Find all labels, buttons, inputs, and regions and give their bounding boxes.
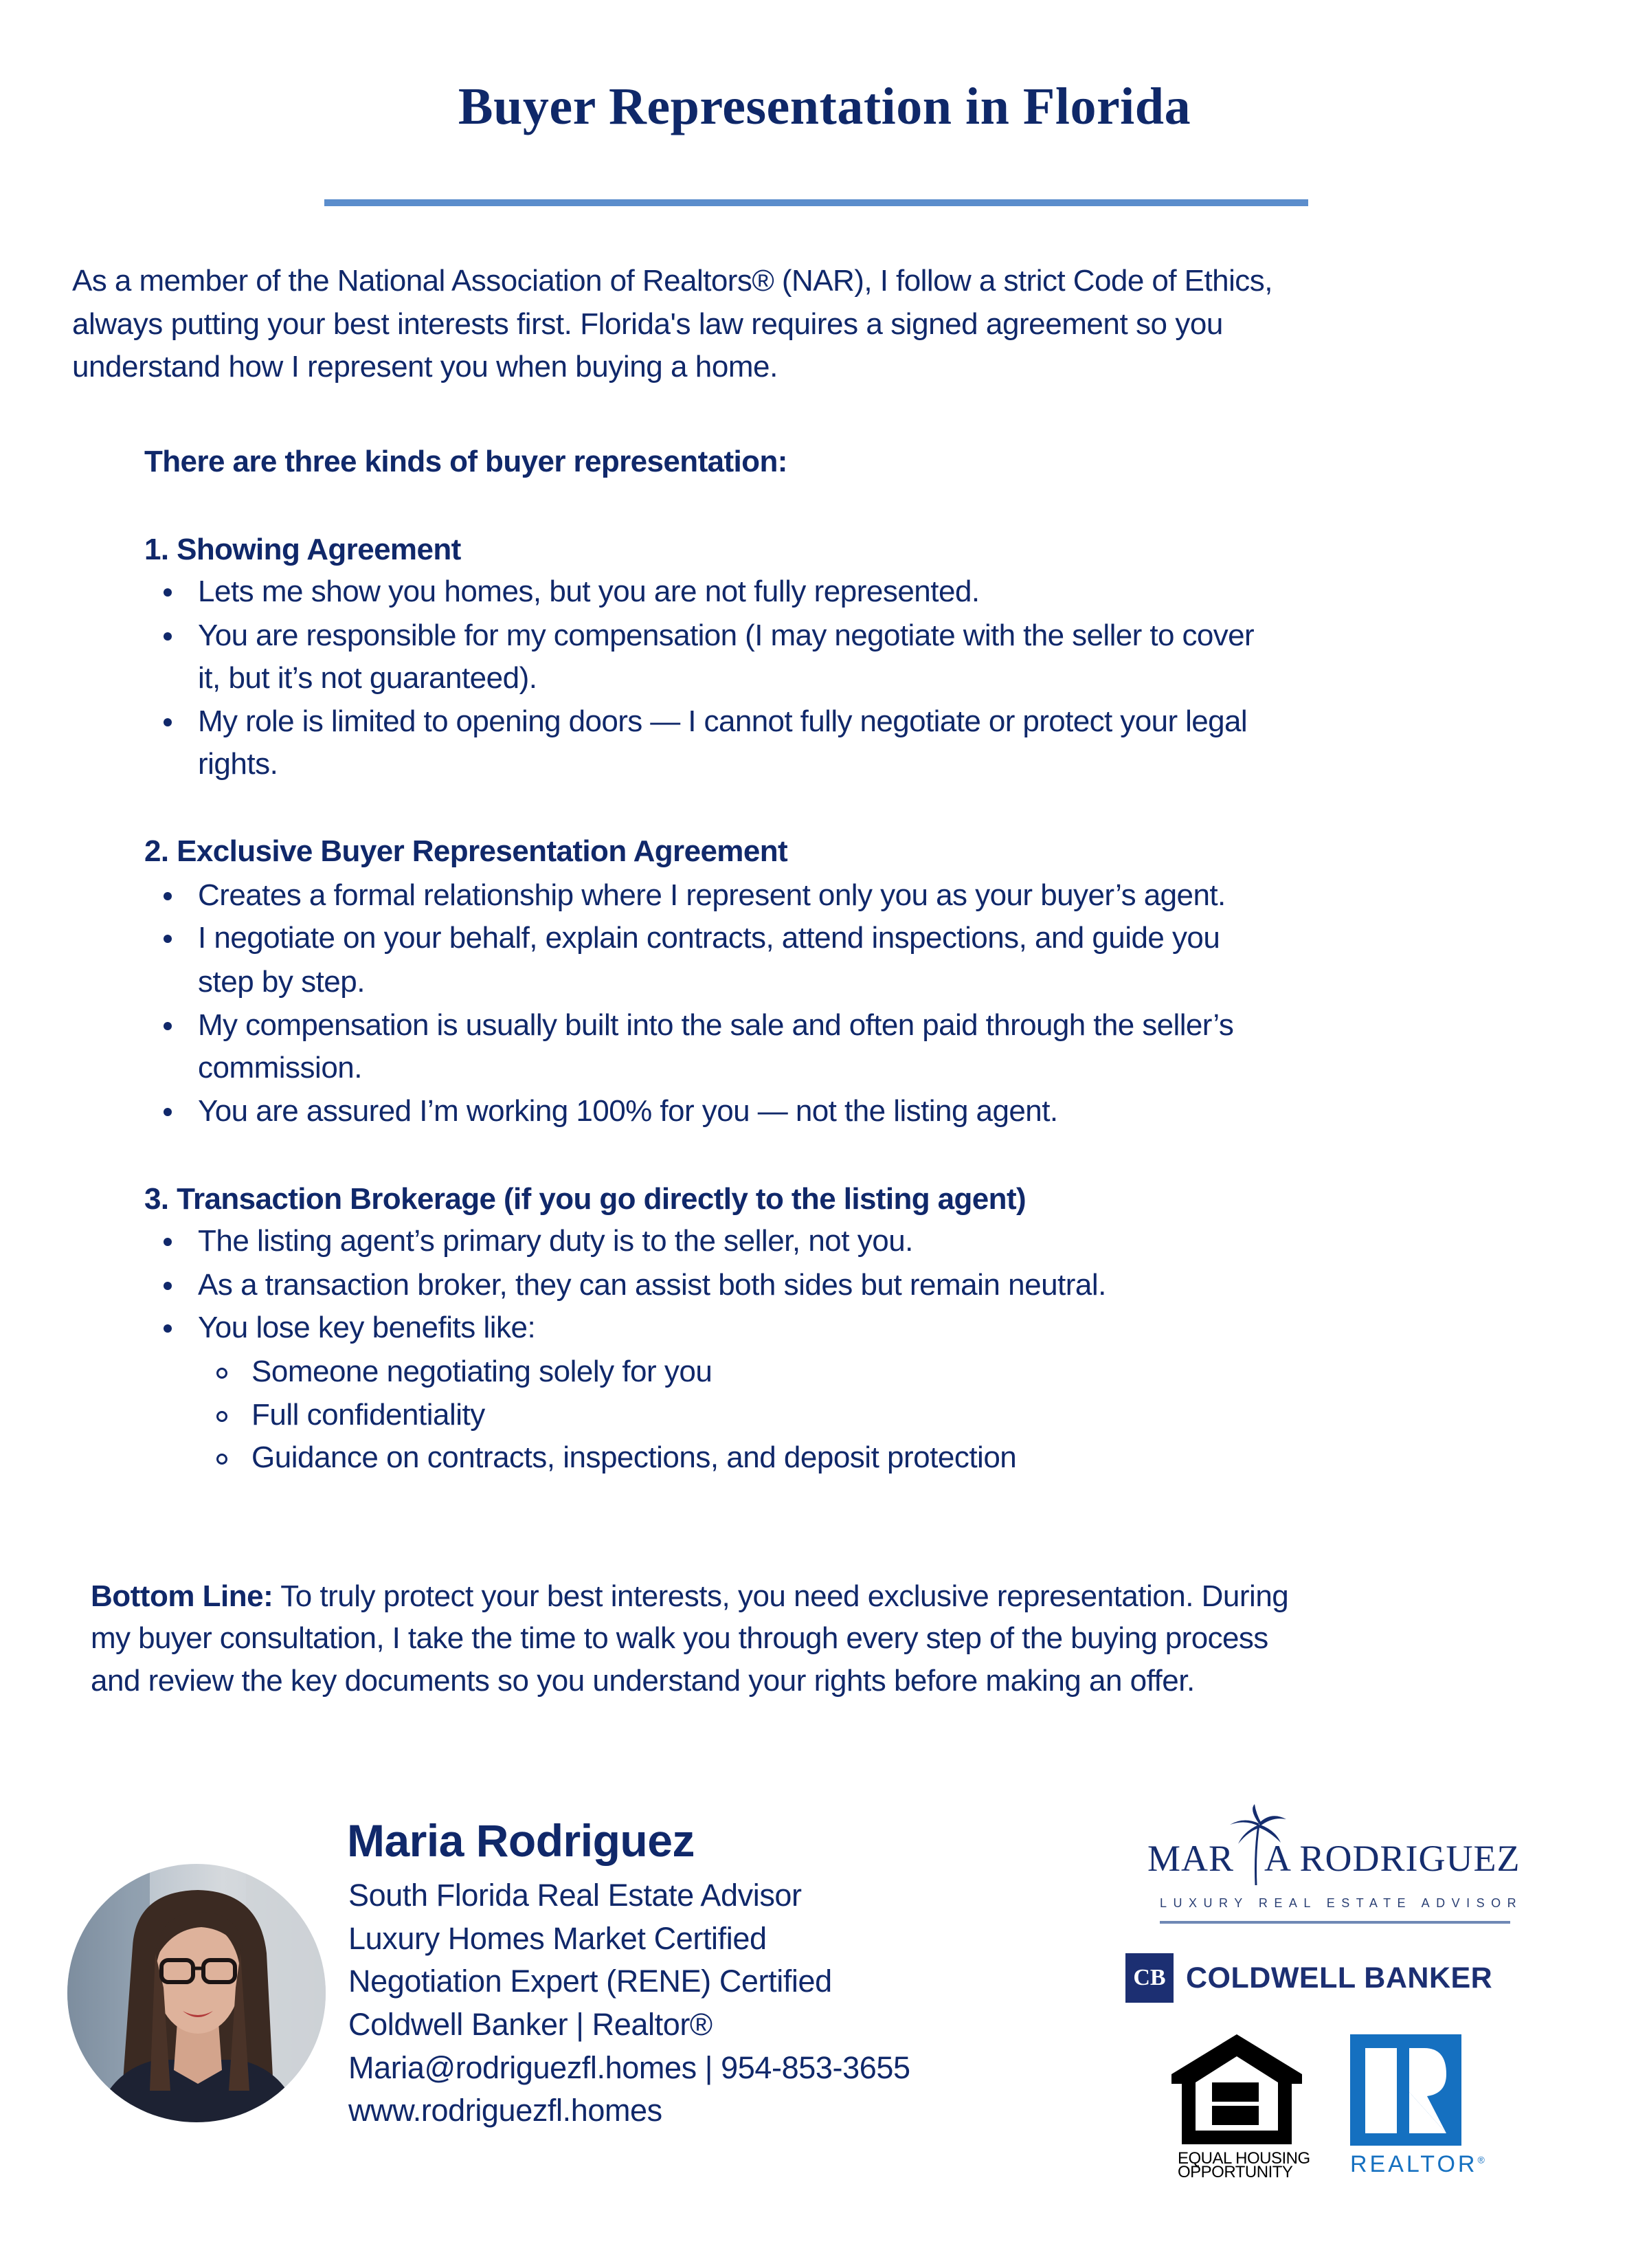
bottom-line-first xyxy=(91,1575,1288,1618)
sub-bullet-icon xyxy=(216,1411,227,1422)
bullet-text: My role is limited to opening doors — I cannot fully negotiate or protect your legal xyxy=(198,704,1248,738)
logo-name-right: A RODRIGUEZ xyxy=(1264,1838,1521,1879)
page-title: Buyer Representation in Florida xyxy=(458,78,1191,135)
section-heading: 1. Showing Agreement xyxy=(144,533,461,566)
realtor-word xyxy=(1350,2151,1485,2178)
eho-line-1: EQUAL HOUSING xyxy=(1178,2149,1310,2168)
agent-photo xyxy=(67,1864,326,2122)
bullet-text: Creates a formal relationship where I represent only you as your buyer’s agent. xyxy=(198,878,1226,912)
logo-tagline: LUXURY REAL ESTATE ADVISOR xyxy=(1160,1896,1523,1910)
intro-line: understand how I represent you when buying a home. xyxy=(72,350,778,383)
eho-line-2: OPPORTUNITY xyxy=(1178,2163,1293,2181)
bullet-text: You are assured I’m working 100% for you — not the listing agent. xyxy=(198,1094,1058,1128)
maria-rodriguez-logo xyxy=(1134,1804,1523,1928)
cb-mark-icon: CB xyxy=(1125,1953,1174,2003)
bullet-icon xyxy=(164,1022,172,1030)
bottom-line-text: my buyer consultation, I take the time to walk you through every step of the buying process xyxy=(91,1621,1268,1655)
sub-bullet-text: Guidance on contracts, inspections, and deposit protection xyxy=(251,1441,1017,1474)
bullet-text: You are responsible for my compensation (I may negotiate with the seller to cover xyxy=(198,619,1255,652)
intro-line: As a member of the National Association of Realtors® (NAR), I follow a strict Code of Ethics, xyxy=(72,264,1272,298)
realtor-r-block-icon xyxy=(1350,2034,1461,2146)
realtor-r-icon xyxy=(1350,2034,1461,2146)
bullet-icon xyxy=(164,718,172,726)
bullet-icon xyxy=(164,632,172,641)
bullet-icon xyxy=(164,1238,172,1246)
bullet-icon xyxy=(164,1108,172,1116)
realtor-logo xyxy=(1350,2034,1485,2192)
bullet-icon xyxy=(164,1324,172,1333)
kinds-heading: There are three kinds of buyer representation: xyxy=(144,445,787,478)
section-heading: 3. Transaction Brokerage (if you go directly to the listing agent) xyxy=(144,1182,1027,1216)
sub-bullet-icon xyxy=(216,1454,227,1465)
bullet-text-continued: it, but it’s not guaranteed). xyxy=(198,661,537,695)
bullet-icon xyxy=(164,588,172,597)
sub-bullet-icon xyxy=(216,1368,227,1379)
sub-bullet-text: Full confidentiality xyxy=(251,1398,485,1432)
realtor-word-text: REALTOR xyxy=(1350,2151,1478,2177)
agent-portrait-icon xyxy=(67,1864,326,2122)
bottom-line-text: To truly protect your best interests, you need exclusive representation. During xyxy=(273,1579,1289,1613)
logo-name-left: MAR xyxy=(1147,1838,1235,1879)
equal-housing-logo xyxy=(1168,2027,1310,2192)
agent-certification: Luxury Homes Market Certified xyxy=(348,1921,767,1956)
agent-title: South Florida Real Estate Advisor xyxy=(348,1878,802,1913)
bullet-text-continued: rights. xyxy=(198,747,278,781)
sub-bullet-text: Someone negotiating solely for you xyxy=(251,1355,713,1388)
bottom-line-text: and review the key documents so you understand your rights before making an offer. xyxy=(91,1664,1195,1698)
bullet-text: You lose key benefits like: xyxy=(198,1311,536,1344)
bullet-text: My compensation is usually built into the sale and often paid through the seller’s xyxy=(198,1008,1234,1042)
logo-rule xyxy=(1160,1921,1510,1924)
title-divider xyxy=(324,199,1308,206)
agent-name: Maria Rodriguez xyxy=(347,1815,695,1866)
bullet-text: Lets me show you homes, but you are not fully represented. xyxy=(198,575,980,608)
bullet-icon xyxy=(164,935,172,943)
brokerage-name: COLDWELL BANKER xyxy=(1186,1961,1493,1994)
equal-housing-icon xyxy=(1168,2027,1305,2151)
agent-contact[interactable]: Maria@rodriguezfl.homes | 954-853-3655 xyxy=(348,2050,910,2085)
bullet-icon xyxy=(164,892,172,900)
bullet-text-continued: commission. xyxy=(198,1051,362,1085)
agent-brokerage: Coldwell Banker | Realtor® xyxy=(348,2007,713,2042)
agent-certification: Negotiation Expert (RENE) Certified xyxy=(348,1964,832,1999)
coldwell-banker-logo xyxy=(1125,1953,1510,2004)
agent-website-link[interactable]: www.rodriguezfl.homes xyxy=(348,2093,662,2128)
bullet-text: I negotiate on your behalf, explain contracts, attend inspections, and guide you xyxy=(198,921,1220,955)
bullet-text: As a transaction broker, they can assist both sides but remain neutral. xyxy=(198,1268,1106,1302)
bullet-text: The listing agent’s primary duty is to the seller, not you. xyxy=(198,1224,913,1258)
intro-line: always putting your best interests first. Florida's law requires a signed agreement so you xyxy=(72,307,1223,341)
bullet-icon xyxy=(164,1282,172,1290)
bullet-text-continued: step by step. xyxy=(198,965,365,999)
bottom-line-label: Bottom Line: xyxy=(91,1579,273,1613)
realtor-registered-mark: ® xyxy=(1477,2154,1485,2166)
section-heading: 2. Exclusive Buyer Representation Agreement xyxy=(144,834,788,868)
